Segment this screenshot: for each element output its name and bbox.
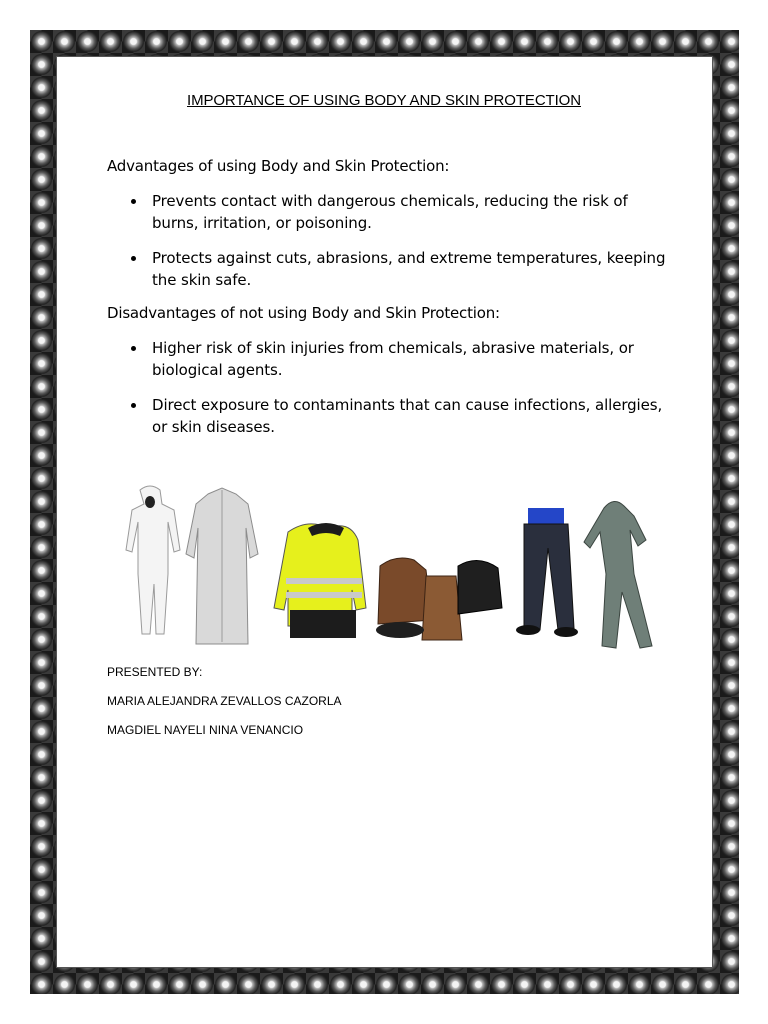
advantages-heading: Advantages of using Body and Skin Protection: [107, 157, 450, 175]
hi-vis-jacket-image [274, 523, 366, 638]
list-item: Direct exposure to contaminants that can cause infections, allergies, or skin diseases. [107, 394, 667, 438]
leather-protective-gear-image [376, 558, 502, 640]
list-item: Protects against cuts, abrasions, and extreme temperatures, keeping the skin safe. [107, 247, 667, 291]
author-name: MARIA ALEJANDRA ZEVALLOS CAZORLA [107, 694, 342, 708]
protective-clothing-illustrations [110, 480, 665, 650]
page-title: IMPORTANCE OF USING BODY AND SKIN PROTECTION [187, 92, 581, 109]
disadvantages-list [107, 337, 667, 451]
disadvantages-heading: Disadvantages of not using Body and Skin Protection: [107, 304, 500, 322]
presenters-block [107, 664, 342, 751]
list-item: Prevents contact with dangerous chemicals, reducing the risk of burns, irritation, or poisoning. [107, 190, 667, 234]
presented-by-label: PRESENTED BY: [107, 665, 203, 679]
lab-coat-image [186, 488, 258, 644]
list-item: Higher risk of skin injuries from chemicals, abrasive materials, or biological agents. [107, 337, 667, 381]
author-name: MAGDIEL NAYELI NINA VENANCIO [107, 723, 304, 737]
advantages-list [107, 190, 667, 304]
work-trousers-image [516, 508, 578, 637]
rain-suit-image [584, 501, 652, 648]
white-coverall-image [126, 486, 180, 634]
